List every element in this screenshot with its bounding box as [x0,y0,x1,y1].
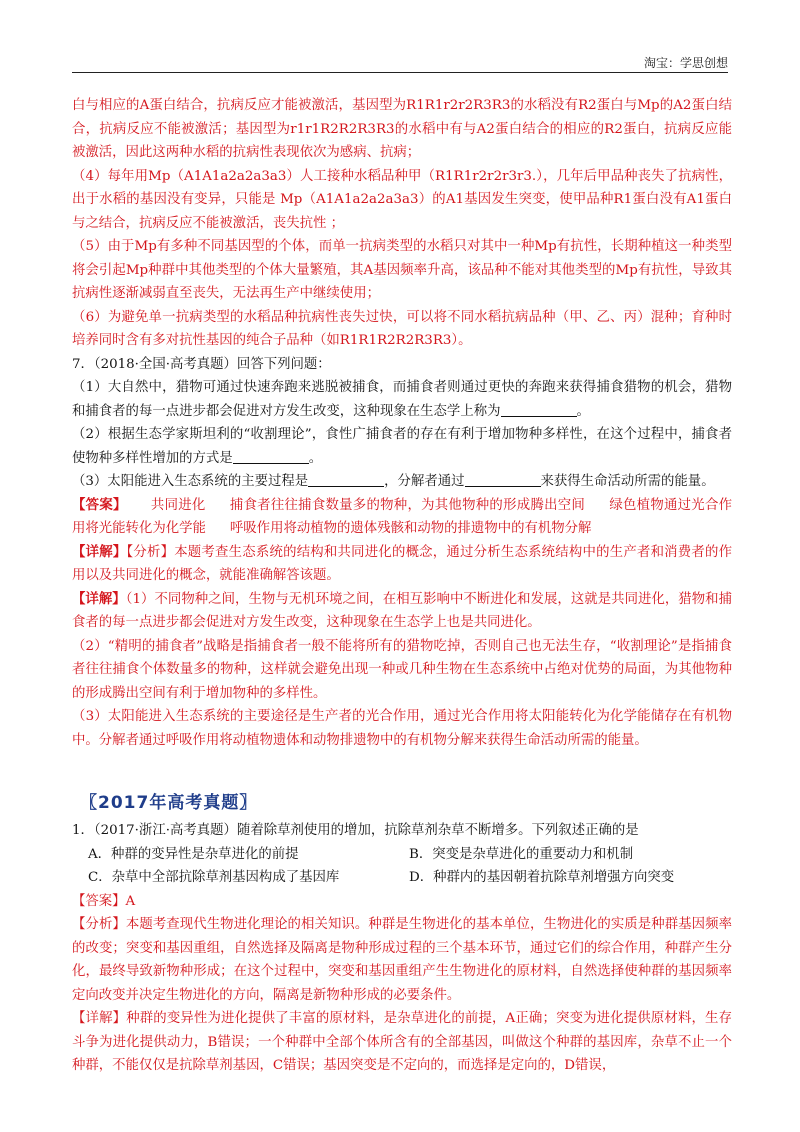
option-b: B．突变是杂草进化的重要动力和机制 [409,846,634,862]
section-title: 〖2017年高考真题〗 [80,793,258,813]
options-row-2 [72,866,732,890]
question-7-analysis: 【详解】【分析】本题考查生态系统的结构和共同进化的概念，通过分析生态系统结构中的生产者和消费者的作用以及共同进化的概念，就能准确解答该题。 [72,543,733,583]
page-content [72,94,732,1078]
paragraph-6: （6）为避免单一抗病类型的水稻品种抗病性丧失过快，可以将不同水稻抗病品种（甲、乙、丙）混种；育种时培养同时含有多对抗性基因的纯合子品种（如R1R1R2R2R3R3）。 [72,309,732,348]
question-7-stem: 7．（2018·全国·高考真题）回答下列问题： [72,356,331,372]
question-7-part-1: （1）大自然中，猎物可通过快速奔跑来逃脱被捕食，而捕食者则通过更快的奔跑来获得捕食猎物的机会，猎物和捕食者的每一点进步都会促进对方发生改变，这种现象在生态学上称为 。 [72,380,732,419]
question-1-answer: 【答案】A [72,893,136,909]
answer-blank [465,471,541,487]
paragraph-3-continued: 白与相应的A蛋白结合，抗病反应才能被激活，基因型为R1R1r2r2R3R3的水稻没有R2蛋白与Mp的A2蛋白结合，抗病反应不能被激活；基因型为r1r1R2R2R3R3的水稻中有与A2蛋白结合的相应的R2蛋白，抗病反应能被激活，因此这两种水稻的抗病性表现依次为感病、抗病； [72,98,732,160]
options-row-1 [72,843,732,867]
header-text: 淘宝：学思创想 [643,56,728,70]
option-d: D．种群内的基因朝着抗除草剂增强方向突变 [409,870,675,885]
question-1-detail: 【详解】种群的变异性为进化提供了丰富的原材料，是杂草进化的前提，A正确；突变为进化提供原材料，生存斗争为进化提供动力，B错误；一个种群中全部个体所含有的全部基因，叫做这个种群的基因库，杂草不止一个种群，不能仅仅是抗除草剂基因，C错误；基因突变是不定向的，而选择是定向的，D错误， [72,1011,732,1073]
answer-blank [233,448,309,464]
question-1-stem: 1．（2017·浙江·高考真题）随着除草剂使用的增加，抗除草剂杂草不断增多。下列叙述正确的是 [72,823,639,838]
option-c: C．杂草中全部抗除草剂基因构成了基因库 [88,870,340,885]
paragraph-5: （5）由于Mp有多种不同基因型的个体，而单一抗病类型的水稻只对其中一种Mp有抗性，长期种植这一种类型将会引起Mp种群中其他类型的个体大量繁殖，其A基因频率升高，该品种不能对其他类型的Mp有抗性，导致其抗病性逐渐减弱直至丧失，无法再生产中继续使用； [72,239,732,301]
paragraph-4: （4）每年用Mp（A1A1a2a2a3a3）人工接种水稻品种甲（R1R1r2r2r3r3.），几年后甲品种丧失了抗病性，出于水稻的基因没有变异，只能是 Mp（A1A1a2a2a3a3）的A1基因发生突变，使甲品种R1蛋白没有A1蛋白与之结合，抗病反应不能被激活，丧失抗性 ； [72,168,732,231]
question-7-detail-3: （3）太阳能进入生态系统的主要途径是生产者的光合作用，通过光合作用将太阳能转化为化学能储存在有机物中。分解者通过呼吸作用将动植物遗体和动物排遗物中的有机物分解来获得生命活动所需的能量。 [72,709,732,748]
page-header [72,52,728,73]
question-7-detail-2: （2）“精明的捕食者”战略是指捕食者一般不能将所有的猎物吃掉，否则自己也无法生存，“收割理论”是指捕食者往往捕食个体数量多的物种，这样就会避免出现一种或几种生物在生态系统中占绝对优势的局面，为其他物种的形成腾出空间有利于增加物种的多样性。 [72,638,732,701]
question-7-part-2: （2）根据生态学家斯坦利的“收割理论”，食性广捕食者的存在有利于增加物种多样性，在这个过程中，捕食者使物种多样性增加的方式是 。 [72,427,732,466]
answer-blank [501,401,577,417]
question-7-part-3: （3）太阳能进入生态系统的主要过程是 ，分解者通过 来获得生命活动所需的能量。 [72,470,732,494]
option-a: A．种群的变异性是杂草进化的前提 [88,846,299,862]
question-1-analysis: 【分析】本题考查现代生物进化理论的相关知识。种群是生物进化的基本单位，生物进化的实质是种群基因频率的改变；突变和基因重组，自然选择及隔离是物种形成过程的三个基本环节，通过它们的综合作用，种群产生分化，最终导致新物种形成；在这个过程中，突变和基因重组产生生物进化的原材料，自然选择使种群的基因频率定向改变并决定生物进化的方向，隔离是新物种形成的必要条件。 [72,917,732,1003]
question-7-answer: 【答案】 共同进化 捕食者往往捕食数量多的物种，为其他物种的形成腾出空间 绿色植物通过光合作用将光能转化为化学能 呼吸作用将动植物的遗体残骸和动物的排遗物中的有机物分解 [72,496,733,536]
question-7-detail-1: 【详解】（1）不同物种之间，生物与无机环境之间，在相互影响中不断进化和发展，这就是共同进化，猎物和捕食者的每一点进步都会促进对方发生改变，这种现象在生态学上也是共同进化。 [72,590,732,630]
answer-blank [308,471,384,487]
